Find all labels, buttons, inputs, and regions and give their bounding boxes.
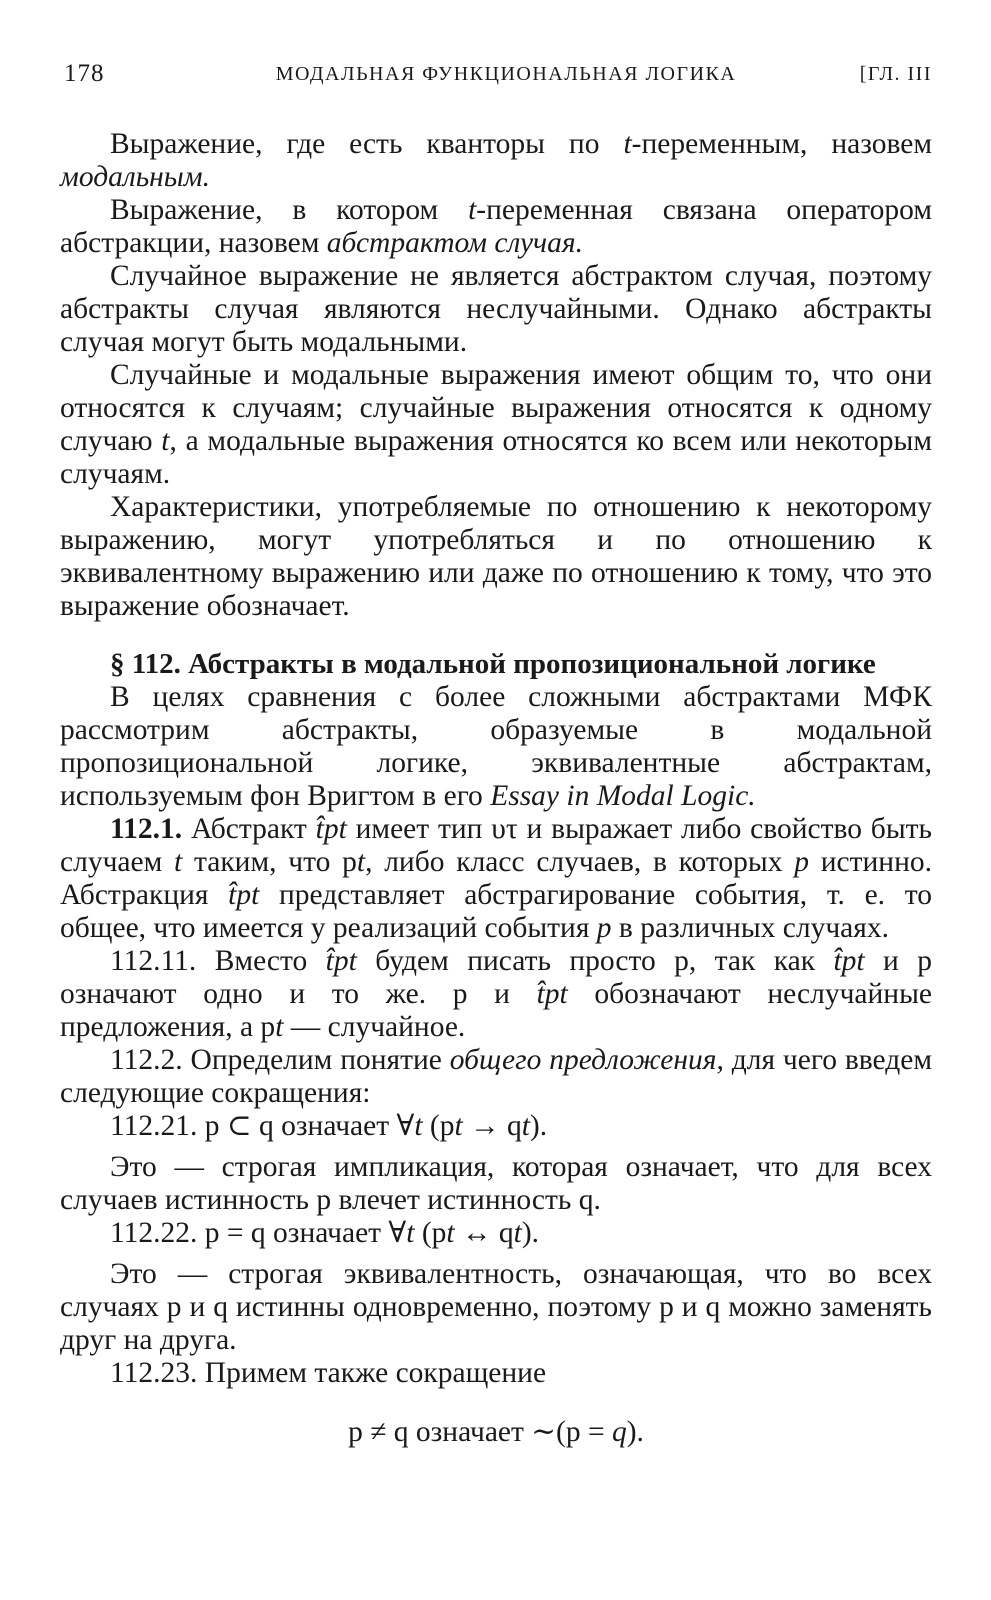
paragraph-abstract-definition: Выражение, в котором t-переменная связана оператором абстракции, назовем абстрактом случая. [60,194,932,259]
paragraph-strict-implication: Это — строгая импликация, которая означает, что для всех случаев истинность p влечет истинность q. [60,1151,932,1216]
paragraph-random-expression: Случайное выражение не является абстрактом случая, поэтому абстракты случая являются неслучайными. Однако абстракты случая могут быть модальными. [60,260,932,358]
definition-number: 112.1. [110,813,183,845]
running-header [60,54,932,94]
definition-112-2: 112.2. Определим понятие общего предложения, для чего введем следующие сокращения: [60,1044,932,1109]
term-modal: модальным. [60,161,210,193]
page-number: 178 [64,60,105,87]
definition-112-23: 112.23. Примем также сокращение [110,1357,547,1389]
running-title: МОДАЛЬНАЯ ФУНКЦИОНАЛЬНАЯ ЛОГИКА [275,63,737,85]
chapter-label: [ГЛ. III [859,63,932,85]
paragraph-comparison: В целях сравнения с более сложными абстрактами МФК рассмотрим абстракты, образуемые в модальной пропозициональной логике, эквивалентные абстрактам, используемым фон Вригтом в его Essay in Modal Logic. [60,681,932,812]
book-title: Essay in Modal Logic. [490,780,756,812]
section-heading: § 112. Абстракты в модальной пропозициональной логике [110,648,876,680]
term-abstract-of-case: абстрактом случая. [326,227,583,259]
definition-112-1: 112.1. Абстракт t̂pt имеет тип υτ и выражает либо свойство быть случаем t таким, что pt, либо класс случаев, в которых p истинно. Абстракция t̂pt представляет абстрагирование события, т. е. то общее, что имеется у реализаций события p в различных случаях. [60,813,932,944]
paragraph-common-property: Случайные и модальные выражения имеют общим то, что они относятся к случаям; случайные выражения относятся к одному случаю t, а модальные выражения относятся ко всем или некоторым случаям. [60,359,932,490]
paragraph-modal-definition: Выражение, где есть кванторы по t-переменным, назовем модальным. [60,128,932,193]
term-general-proposition: общего предложения, [449,1044,724,1076]
definition-112-11: 112.11. Вместо t̂pt будем писать просто p, так как t̂pt и p означают одно и то же. p и t̂pt обозначают неслучайные предложения, а pt — случайное. [60,945,932,1043]
definition-112-21: 112.21. p ⊂ q означает ∀t (pt → qt). [110,1110,548,1142]
definition-112-22: 112.22. p = q означает ∀t (pt ↔ qt). [110,1217,540,1249]
formula-inequality: p ≠ q означает ∼(p = q). [348,1416,644,1448]
page-body [60,128,932,1449]
paragraph-strict-equivalence: Это — строгая эквивалентность, означающая, что во всех случаях p и q истинны одновременно, поэтому p и q можно заменять друг на друга. [60,1258,932,1356]
paragraph-characteristics: Характеристики, употребляемые по отношению к некоторому выражению, могут употребляться и по отношению к эквивалентному выражению или даже по отношению к тому, что это выражение обозначает. [60,491,932,622]
